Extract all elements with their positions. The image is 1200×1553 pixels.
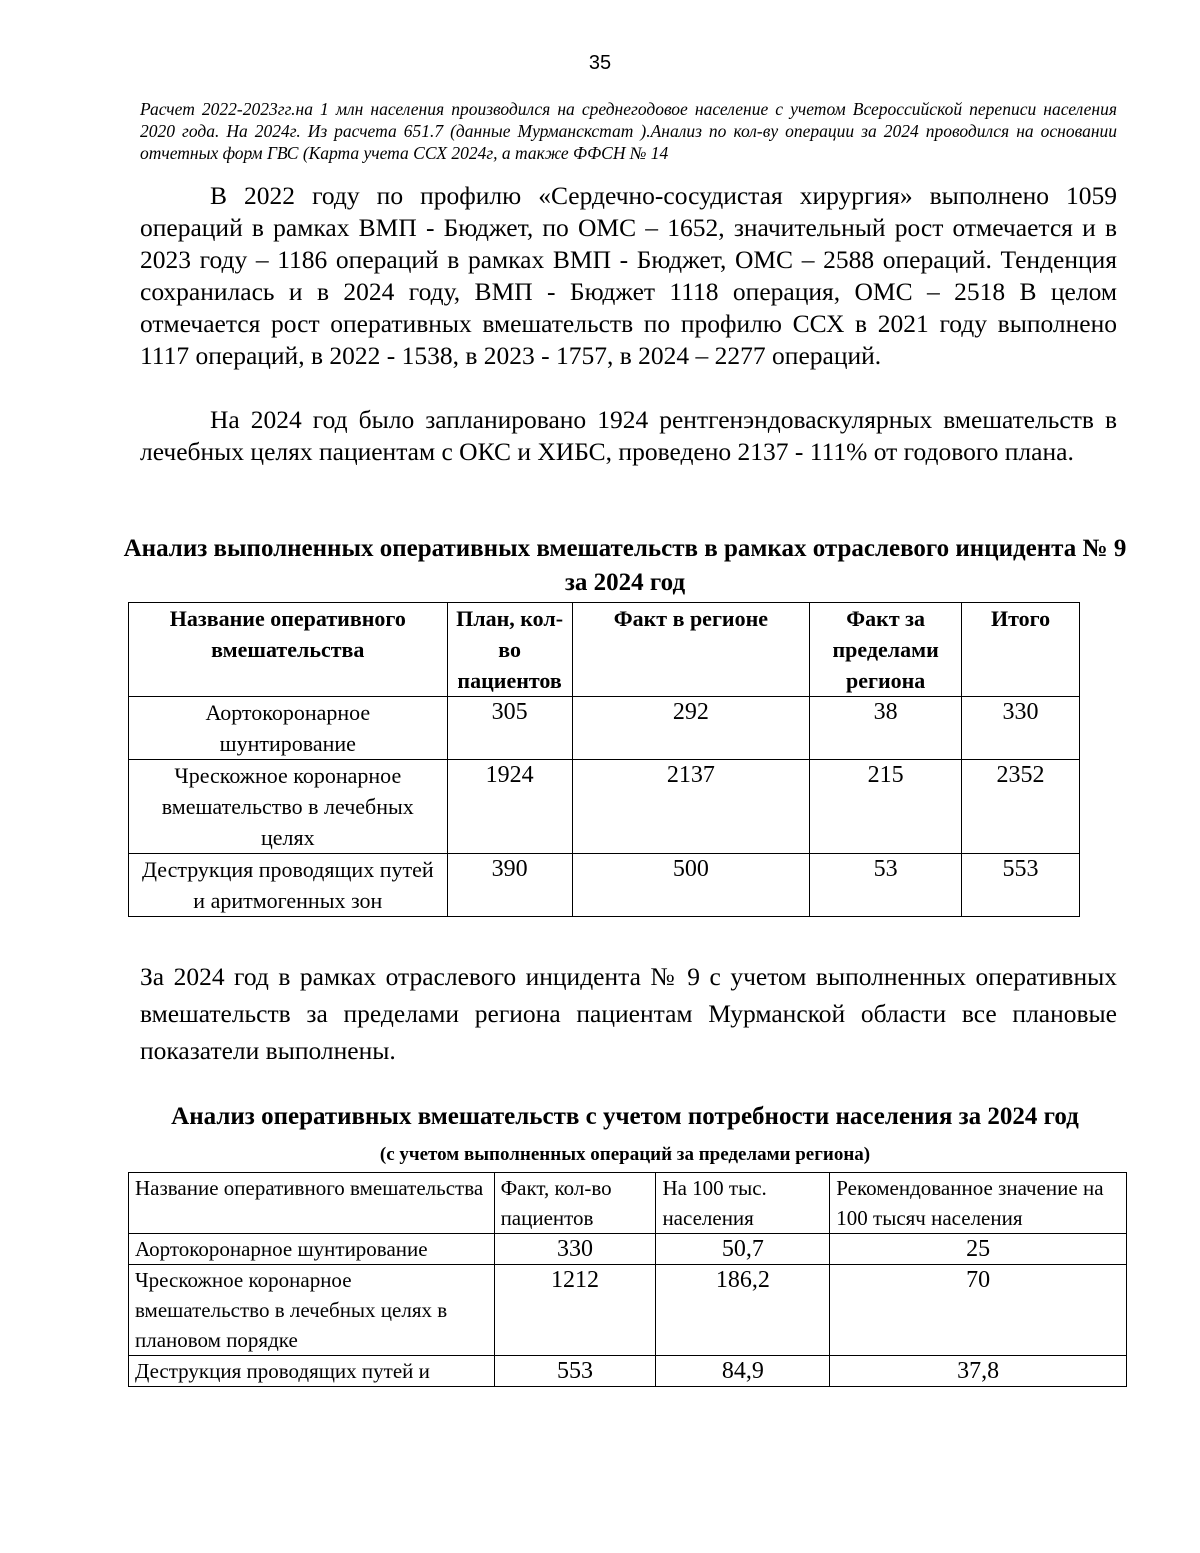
- cell: Чрескожное коронарное вмешательство в лечебных целях: [129, 760, 448, 854]
- cell: 292: [572, 697, 810, 760]
- cell: Аортокоронарное шунтирование: [129, 1234, 495, 1265]
- cell: 1924: [447, 760, 572, 854]
- cell: 553: [962, 854, 1080, 917]
- column-header: На 100 тыс. населения: [656, 1173, 830, 1234]
- cell: 70: [830, 1265, 1127, 1356]
- cell: 500: [572, 854, 810, 917]
- cell: Чрескожное коронарное вмешательство в лечебных целях в плановом порядке: [129, 1265, 495, 1356]
- cell: 1212: [494, 1265, 656, 1356]
- cell: 330: [962, 697, 1080, 760]
- column-header: Название оперативного вмешательства: [129, 1173, 495, 1234]
- table-row: [129, 697, 1080, 760]
- cell: Деструкция проводящих путей и аритмогенных зон: [129, 854, 448, 917]
- cell: Аортокоронарное шунтирование: [129, 697, 448, 760]
- table-row: [129, 760, 1080, 854]
- column-header: Факт за пределами региона: [810, 603, 962, 697]
- footnote: Расчет 2022-2023гг.на 1 млн населения производился на среднегодовое население с учетом Всероссийской переписи населения 2020 года. На 2024г. Из расчета 651.7 (данные Мурманскстат ).Анализ по кол-ву операции за 2024 проводился на основании отчетных форм ГВС (Карта учета ССХ 2024г, а также ФФСН № 14: [140, 99, 1117, 163]
- table2-subtitle: (с учетом выполненных операций за пределами региона): [379, 1144, 871, 1165]
- cell: 390: [447, 854, 572, 917]
- cell: 2137: [572, 760, 810, 854]
- paragraph: На 2024 год было запланировано 1924 рентгенэндоваскулярных вмешательств в лечебных целях пациентам с ОКС и ХИБС, проведено 2137 - 111% от годового плана.: [140, 405, 1117, 466]
- cell: 215: [810, 760, 962, 854]
- table1-title: Анализ выполненных оперативных вмешательств в рамках отраслевого инцидента № 9 за 2024 год: [123, 535, 1127, 596]
- table-population-need: [128, 1172, 1127, 1387]
- table2-title: Анализ оперативных вмешательств с учетом потребности населения за 2024 год: [171, 1103, 1079, 1130]
- paragraph: В 2022 году по профилю «Сердечно-сосудистая хирургия» выполнено 1059 операций в рамках ВМП - Бюджет, по ОМС – 1652, значительный рост отмечается и в 2023 году – 1186 операций в рамках ВМП - Бюджет, ОМС – 2588 операций. Тенденция сохранилась и в 2024 году, ВМП - Бюджет 1118 операция, ОМС – 2518 В целом отмечается рост оперативных вмешательств по профилю ССХ в 2021 году выполнено 1117 операций, в 2022 - 1538, в 2023 - 1757, в 2024 – 2277 операций.: [140, 181, 1117, 370]
- table-row: [129, 854, 1080, 917]
- cell: 305: [447, 697, 572, 760]
- cell: 553: [494, 1356, 656, 1387]
- cell: 330: [494, 1234, 656, 1265]
- cell: 186,2: [656, 1265, 830, 1356]
- table-header-row: [129, 1173, 1127, 1234]
- cell: 84,9: [656, 1356, 830, 1387]
- column-header: Рекомендованное значение на 100 тысяч населения: [830, 1173, 1127, 1234]
- column-header: Итого: [962, 603, 1080, 697]
- cell: 38: [810, 697, 962, 760]
- column-header: Факт, кол-во пациентов: [494, 1173, 656, 1234]
- cell: 53: [810, 854, 962, 917]
- table-header-row: [129, 603, 1080, 697]
- column-header: Факт в регионе: [572, 603, 810, 697]
- page-number: 35: [588, 52, 612, 74]
- cell: 37,8: [830, 1356, 1127, 1387]
- column-header: План, кол-во пациентов: [447, 603, 572, 697]
- cell: 50,7: [656, 1234, 830, 1265]
- table-row: [129, 1356, 1127, 1387]
- table-row: [129, 1265, 1127, 1356]
- cell: 2352: [962, 760, 1080, 854]
- table-row: [129, 1234, 1127, 1265]
- column-header: Название оперативного вмешательства: [129, 603, 448, 697]
- cell: Деструкция проводящих путей и: [129, 1356, 495, 1387]
- cell: 25: [830, 1234, 1127, 1265]
- paragraph: За 2024 год в рамках отраслевого инцидента № 9 с учетом выполненных оперативных вмешательств за пределами региона пациентам Мурманской области все плановые показатели выполнены.: [140, 962, 1117, 1065]
- table-incident-9: [128, 602, 1080, 917]
